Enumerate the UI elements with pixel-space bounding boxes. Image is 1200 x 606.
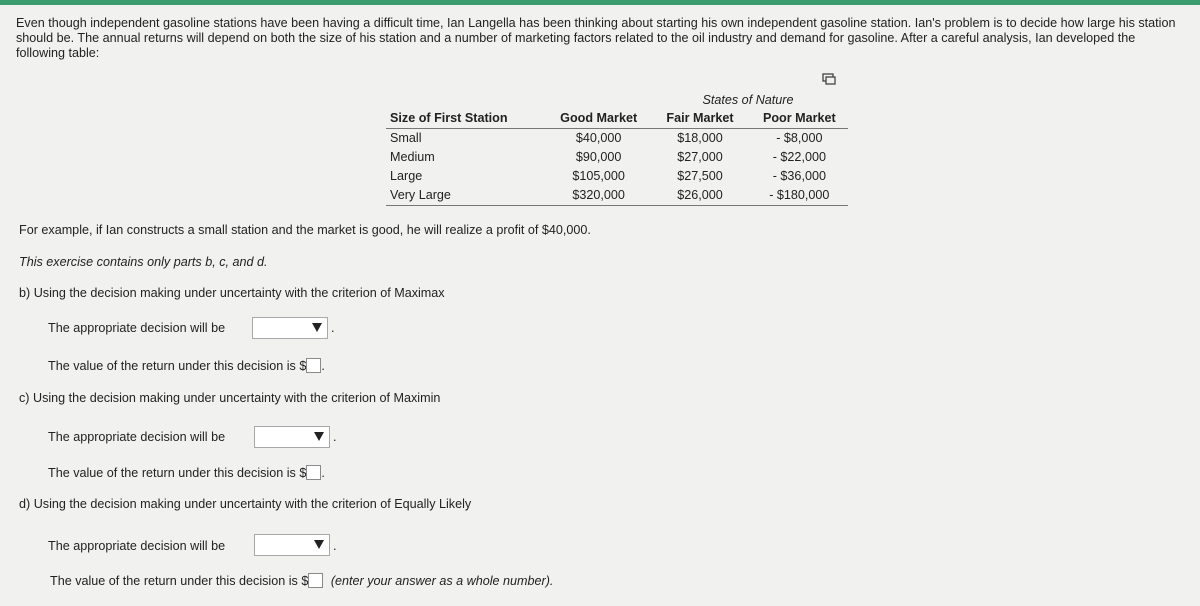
part-d-decision-select[interactable] [254, 534, 330, 556]
part-c-value-input[interactable] [306, 465, 321, 480]
part-c-question: c) Using the decision making under uncertainty with the criterion of Maximin [19, 391, 441, 405]
table-cell: $26,000 [649, 186, 750, 206]
payoff-table [386, 92, 848, 206]
part-c-decision-select[interactable] [254, 426, 330, 448]
dropdown-arrow-icon [314, 540, 324, 549]
part-d-value-label: The value of the return under this decision is $ [50, 574, 309, 588]
period: . [331, 321, 335, 335]
exercise-note: This exercise contains only parts b, c, and d. [19, 255, 268, 269]
table-row [386, 167, 848, 186]
header-poor-market: Poor Market [751, 109, 848, 129]
header-size: Size of First Station [386, 109, 548, 129]
dropdown-arrow-icon [314, 432, 324, 441]
part-b-decision-select[interactable] [252, 317, 328, 339]
table-cell: - $36,000 [772, 169, 826, 183]
row-label: Very Large [386, 186, 548, 206]
table-cell: $320,000 [548, 186, 649, 206]
part-d-value-input[interactable] [308, 573, 323, 588]
table-row [386, 148, 848, 167]
part-b-value-input[interactable] [306, 358, 321, 373]
row-label: Small [390, 131, 422, 145]
part-d-decision-label: The appropriate decision will be [48, 539, 226, 553]
problem-intro: Even though independent gasoline stations have been having a difficult time, Ian Langella has been thinking about starting his own independent gasoline station. Ian's problem is to decide how large his station should be. The annual returns will depend on both the size of his station and a number of marketing factors related to the oil industry and demand for gasoline. After a careful analysis, Ian developed the following table: [16, 16, 1176, 60]
table-cell: - $180,000 [751, 186, 848, 206]
part-d-value-row [50, 573, 553, 588]
period: . [333, 539, 337, 553]
header-fair-market: Fair Market [649, 109, 750, 129]
table-cell: $18,000 [677, 131, 723, 145]
period: . [333, 430, 337, 444]
table-cell: - $22,000 [772, 150, 826, 164]
table-cell: $27,000 [677, 150, 723, 164]
part-d-hint: (enter your answer as a whole number). [330, 574, 554, 588]
table-row [386, 129, 848, 149]
states-of-nature-label: States of Nature [702, 93, 794, 107]
part-d-question: d) Using the decision making under uncertainty with the criterion of Equally Likely [19, 497, 472, 511]
top-accent-bar [0, 0, 1200, 5]
table-cell: $105,000 [572, 169, 625, 183]
part-b-value-row: The value of the return under this decision is $ . [48, 359, 325, 373]
table-cell: - $8,000 [776, 131, 823, 145]
copy-icon[interactable] [822, 73, 836, 85]
table-row [386, 186, 848, 206]
part-b-value-label: The value of the return under this decision is $ [48, 359, 307, 373]
example-text: For example, if Ian constructs a small station and the market is good, he will realize a profit of $40,000. [19, 223, 591, 237]
part-b-question: b) Using the decision making under uncertainty with the criterion of Maximax [19, 286, 445, 300]
part-c-value-row: The value of the return under this decision is $ . [48, 466, 325, 480]
row-label: Medium [390, 150, 435, 164]
table-cell: $40,000 [575, 131, 622, 145]
part-b-decision-label: The appropriate decision will be [48, 321, 226, 335]
part-c-value-label: The value of the return under this decision is $ [48, 466, 307, 480]
row-label: Large [390, 169, 423, 183]
table-cell: $90,000 [575, 150, 622, 164]
table-cell: $27,500 [677, 169, 723, 183]
header-good-market: Good Market [548, 109, 649, 129]
dropdown-arrow-icon [312, 323, 322, 332]
part-c-decision-label: The appropriate decision will be [48, 430, 226, 444]
